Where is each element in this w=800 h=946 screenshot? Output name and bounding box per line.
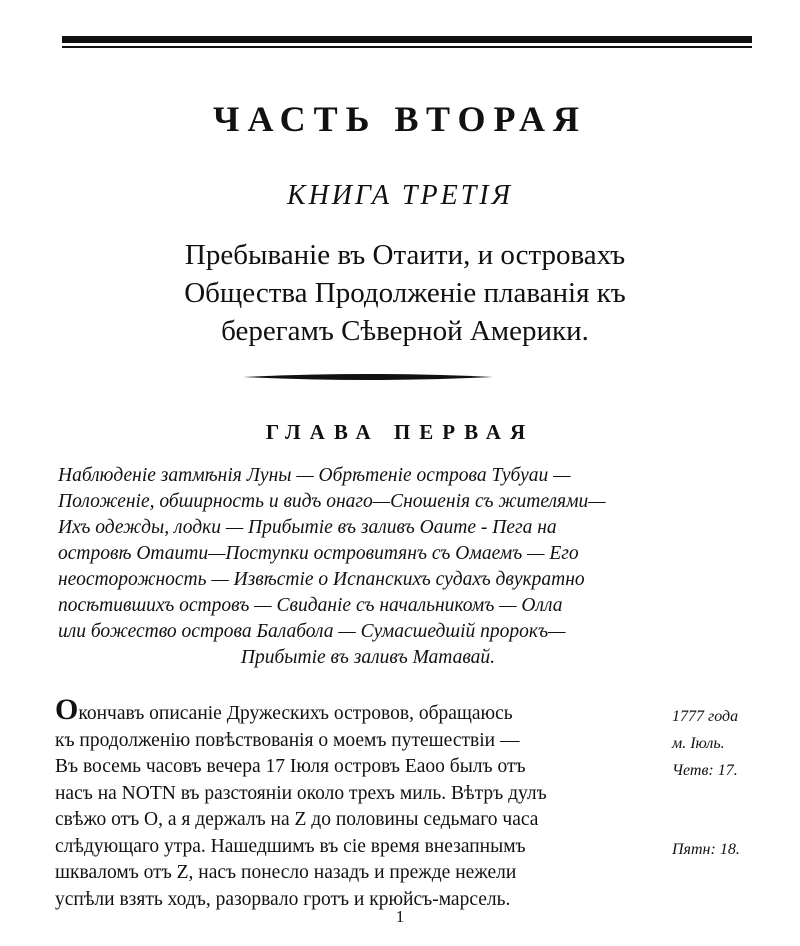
drop-cap: О — [55, 693, 79, 726]
page-number: 1 — [395, 907, 405, 926]
margin-note-thursday: Четв: 17. — [672, 762, 738, 779]
chapter-summary — [58, 463, 678, 671]
summary-line: островѣ Отаити—Поступки островитянъ съ Омаемъ — Его — [58, 543, 579, 564]
body-line: слѣдующаго утра. Нашедшимъ въ сіе время внезапнымъ — [55, 835, 526, 857]
summary-line: Прибытіе въ заливъ Матавай. — [240, 647, 496, 668]
body-line: насъ на NOTN въ разстояніи около трехъ миль. Вѣтръ дулъ — [55, 782, 547, 804]
part-title: ЧАСТЬ ВТОРАЯ — [213, 99, 587, 139]
body-line: Въ восемь часовъ вечера 17 Іюля островъ Еаоо былъ отъ — [55, 756, 526, 777]
chapter-title: ГЛАВА ПЕРВАЯ — [265, 420, 535, 444]
top-double-rule — [62, 36, 752, 48]
body-line: къ продолженію повѣствованія о моемъ путешествіи — — [55, 729, 520, 751]
summary-line: Наблюденіе затмѣнія Луны — Обрѣтеніе острова Тубуаи — — [58, 465, 571, 486]
summary-line: или божество острова Балабола — Сумасшедшій пророкъ— — [58, 621, 566, 642]
book-subtitle-line: берегамъ Сѣверной Америки. — [221, 315, 589, 347]
margin-note-friday: Пятн: 18. — [672, 841, 740, 858]
top-rule-thick — [62, 36, 752, 43]
body-paragraph — [55, 693, 671, 913]
margin-note-year: 1777 года — [672, 708, 739, 725]
summary-line: неосторожность — Извѣстіе о Испанскихъ судахъ двукратно — [58, 569, 585, 590]
book-subtitle — [60, 236, 750, 350]
summary-line: Положеніе, обширность и видъ онаго—Сношенія съ жителями— — [58, 491, 606, 512]
top-rule-thin — [62, 46, 752, 48]
body-line — [55, 693, 671, 728]
book-subtitle-line: Общества Продолженіе плаванія къ — [184, 277, 626, 309]
body-line: шкваломъ отъ Z, насъ понесло назадъ и прежде нежели — [55, 862, 517, 883]
book-title: КНИГА ТРЕТІЯ — [286, 180, 514, 211]
body-line: свѣжо отъ О, а я держалъ на Z до половины седьмаго часа — [55, 809, 539, 830]
margin-note-month: м. Іюль. — [672, 735, 725, 752]
ornamental-rule — [243, 370, 493, 384]
body-line: успѣли взять ходъ, разорвало гротъ и крюйсъ-марсель. — [55, 888, 511, 910]
book-subtitle-line: Пребываніе въ Отаити, и островахъ — [184, 239, 626, 271]
body-line-rest: кончавъ описаніе Дружескихъ островов, обращаюсь — [78, 703, 513, 724]
summary-line: посѣтившихъ островъ — Свиданіе съ начальникомъ — Олла — [58, 595, 563, 616]
summary-line: Ихъ одежды, лодки — Прибытіе въ заливъ Оаите - Пега на — [58, 517, 557, 538]
